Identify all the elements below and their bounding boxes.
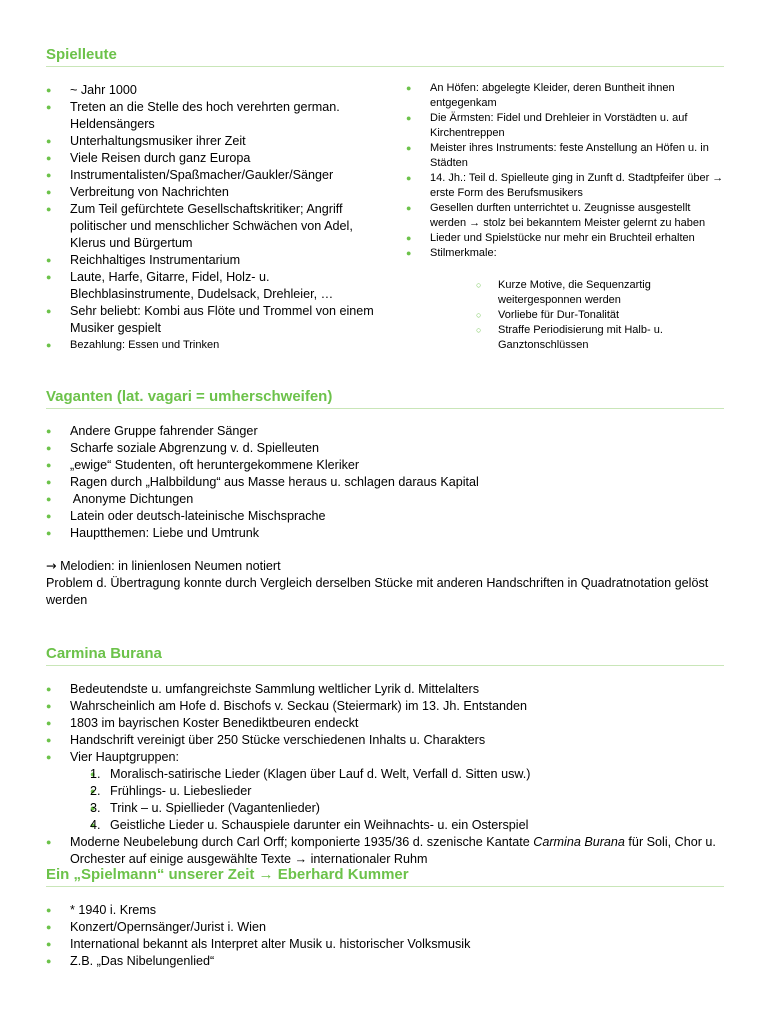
list-item: ● Reichhaltiges Instrumentarium (46, 252, 376, 269)
list-item: ● Wahrscheinlich am Hofe d. Bischofs v. Seckau (Steiermark) im 13. Jh. Entstanden (46, 698, 726, 715)
list-item: ● Stilmerkmale: (406, 246, 726, 261)
text-segment-italic: Carmina Burana (533, 835, 625, 849)
list-item: ○ Vorliebe für Dur-Tonalität (476, 308, 696, 323)
list-item: ● Gesellen durften unterrichtet u. Zeugnisse ausgestellt werden → stolz bei bekanntem Meister gelernt zu haben (406, 201, 726, 231)
numbered-item-text: Frühlings- u. Liebeslieder (110, 784, 252, 798)
numbered-item: ● 2. Frühlings- u. Liebeslieder (90, 783, 726, 800)
list-item: ● Lieder und Spielstücke nur mehr ein Bruchteil erhalten (406, 231, 726, 246)
list-item: ● Hauptthemen: Liebe und Umtrunk (46, 525, 706, 542)
note-text: Melodien: in linienlosen Neumen notiert (60, 559, 281, 573)
list-item: ● Anonyme Dichtungen (46, 491, 706, 508)
list-item: ● Die Ärmsten: Fidel und Drehleier in Vorstädten u. auf Kirchentreppen (406, 111, 726, 141)
list-item: ● Scharfe soziale Abgrenzung v. d. Spielleuten (46, 440, 706, 457)
list-item: ● „ewige“ Studenten, oft heruntergekommene Kleriker (46, 457, 706, 474)
text-segment: Moderne Neubelebung durch Carl Orff; komponierte 1935/36 d. szenische Kantate (70, 835, 534, 849)
list-item: ● Konzert/Opernsänger/Jurist i. Wien (46, 919, 726, 936)
text-segment: für Soli, Chor u. Orchester auf einige ausgewählte Texte → internationaler Ruhm (70, 835, 716, 866)
list-item: ● Sehr beliebt: Kombi aus Flöte und Trommel von einem Musiker gespielt (46, 303, 376, 337)
list-item: ● Viele Reisen durch ganz Europa (46, 150, 376, 167)
list-item: ● Laute, Harfe, Gitarre, Fidel, Holz- u. Blechblasinstrumente, Dudelsack, Drehleier, … (46, 269, 376, 303)
carmina-list (46, 681, 726, 868)
kummer-list (46, 902, 726, 970)
list-item: ● Bedeutendste u. umfangreichste Sammlung weltlicher Lyrik d. Mittelalters (46, 681, 726, 698)
arrow-right-icon: → (46, 558, 57, 573)
numbered-item: ● 3. Trink – u. Spiellieder (Vagantenlieder) (90, 800, 726, 817)
note-melodien (46, 557, 726, 575)
spielleute-right-list (406, 81, 726, 261)
section-heading-vaganten: Vaganten (lat. vagari = umherschweifen) (46, 388, 724, 409)
list-item: ● Z.B. „Das Nibelungenlied“ (46, 953, 726, 970)
list-item: ● International bekannt als Interpret alter Musik u. historischer Volksmusik (46, 936, 726, 953)
list-item: ● Instrumentalisten/Spaßmacher/Gaukler/Sänger (46, 167, 376, 184)
list-item: ● Meister ihres Instruments: feste Anstellung an Höfen u. in Städten (406, 141, 726, 171)
list-item: ● 1803 im bayrischen Koster Benediktbeuren endeckt (46, 715, 726, 732)
list-item: ● Treten an die Stelle des hoch verehrten german. Heldensängers (46, 99, 376, 133)
stilmerkmale-sublist (476, 278, 696, 353)
section-heading-kummer: Ein „Spielmann“ unserer Zeit → Eberhard Kummer (46, 866, 724, 887)
list-item: ● Zum Teil gefürchtete Gesellschaftskritiker; Angriff politischer und menschlicher Schwächen von Adel, Klerus und Bürgertum (46, 201, 376, 252)
list-item: ● Latein oder deutsch-lateinische Mischsprache (46, 508, 706, 525)
section-heading-carmina: Carmina Burana (46, 645, 724, 666)
vaganten-list (46, 423, 706, 542)
list-item: ● ~ Jahr 1000 (46, 82, 376, 99)
list-item (46, 749, 726, 834)
list-item: ○ Straffe Periodisierung mit Halb- u. Ganztonschlüssen (476, 323, 696, 353)
numbered-item-text: Moralisch-satirische Lieder (Klagen über Lauf d. Welt, Verfall d. Sitten usw.) (110, 767, 531, 781)
list-item: ● Verbreitung von Nachrichten (46, 184, 376, 201)
list-item: ● Ragen durch „Halbbildung“ aus Masse heraus u. schlagen daraus Kapital (46, 474, 706, 491)
list-item: ● Bezahlung: Essen und Trinken (46, 337, 376, 354)
list-item: ● * 1940 i. Krems (46, 902, 726, 919)
list-item: ○ Kurze Motive, die Sequenzartig weitergesponnen werden (476, 278, 696, 308)
list-item: ● Andere Gruppe fahrender Sänger (46, 423, 706, 440)
spielleute-left-list (46, 82, 376, 354)
list-item-label: Vier Hauptgruppen: (70, 750, 179, 764)
groups-list (90, 766, 726, 834)
numbered-item-text: Trink – u. Spiellieder (Vagantenlieder) (110, 801, 321, 815)
section-heading-spielleute: Spielleute (46, 46, 724, 67)
list-item: ● 14. Jh.: Teil d. Spielleute ging in Zunft d. Stadtpfeifer über → erste Form des Berufsmusikers (406, 171, 726, 201)
note-problem: Problem d. Übertragung konnte durch Vergleich derselben Stücke mit anderen Handschriften in Quadratnotation gelöst werden (46, 576, 709, 607)
list-item: ● Unterhaltungsmusiker ihrer Zeit (46, 133, 376, 150)
list-item: ● An Höfen: abgelegte Kleider, deren Buntheit ihnen entgegenkam (406, 81, 726, 111)
vaganten-notes (46, 557, 726, 609)
list-item (46, 834, 726, 868)
numbered-item: ● 1. Moralisch-satirische Lieder (Klagen über Lauf d. Welt, Verfall d. Sitten usw.) (90, 766, 726, 783)
numbered-item-text: Geistliche Lieder u. Schauspiele darunter ein Weihnachts- u. ein Osterspiel (110, 818, 529, 832)
list-item: ● Handschrift vereinigt über 250 Stücke verschiedenen Inhalts u. Charakters (46, 732, 726, 749)
numbered-item: ● 4. Geistliche Lieder u. Schauspiele darunter ein Weihnachts- u. ein Osterspiel (90, 817, 726, 834)
